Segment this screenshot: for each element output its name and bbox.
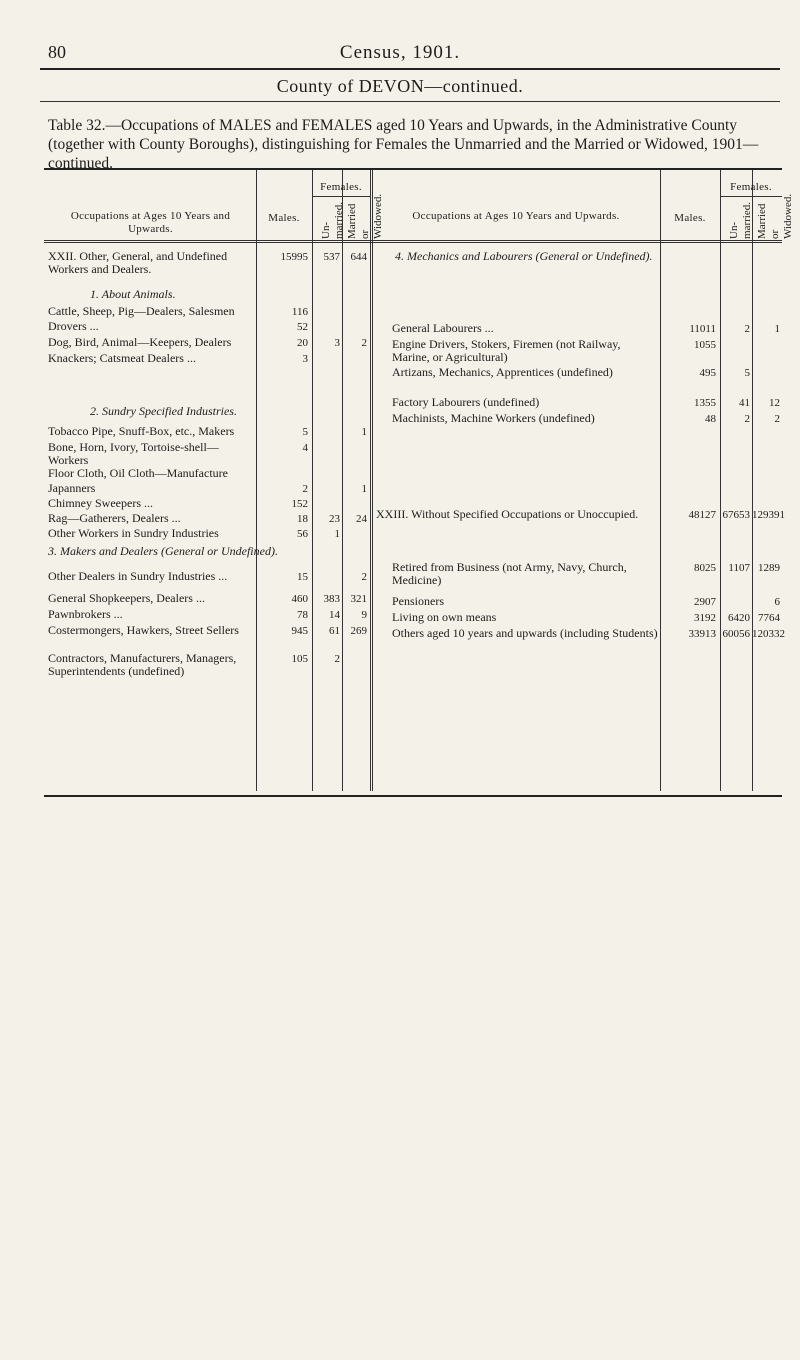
unmarried-value: 2 <box>744 323 750 335</box>
unmarried-value: 1 <box>334 528 340 540</box>
header-rule <box>40 68 780 70</box>
males-value: 105 <box>291 653 308 665</box>
married-value: 1 <box>361 483 367 495</box>
females-heading-right: Females. <box>730 181 772 193</box>
running-title: Census, 1901. <box>339 42 461 63</box>
row-label: Pensioners <box>392 594 444 608</box>
males-value: 15 <box>297 571 308 583</box>
married-value: 2 <box>774 413 780 425</box>
section-xxiii-heading: XXIII. Without Specified Occupations or Unoccupied. <box>376 507 639 521</box>
males-value: 2907 <box>694 596 716 608</box>
row-label: Bone, Horn, Ivory, Tortoise-shell—Workers <box>48 440 219 467</box>
females-rule-right <box>720 196 782 197</box>
subheading-makers: 3. Makers and Dealers (General or Undefined). <box>48 544 278 558</box>
subheading-mechanics: 4. Mechanics and Labourers (General or Undefined). <box>395 249 653 263</box>
married-heading-left: Married or Widowed. <box>346 193 384 239</box>
row-label: Artizans, Mechanics, Apprentices (undefined) <box>392 365 613 379</box>
row-label: Factory Labourers (undefined) <box>392 395 540 409</box>
males-value: 1355 <box>694 397 716 409</box>
subtitle-rule <box>40 101 780 102</box>
males-value: 2 <box>302 483 308 495</box>
col-rule <box>720 170 721 791</box>
row-label: Cattle, Sheep, Pig—Dealers, Salesmen <box>48 304 235 318</box>
married-value: 269 <box>350 625 367 637</box>
married-value: 1 <box>361 426 367 438</box>
row-label: Knackers; Catsmeat Dealers ... <box>48 351 196 365</box>
section-xxii-males: 15995 <box>280 251 308 263</box>
females-rule-left <box>312 196 370 197</box>
unmarried-value: 61 <box>329 625 340 637</box>
section-xxiii-married: 129391 <box>752 509 785 521</box>
row-label: Chimney Sweepers ... <box>48 496 153 510</box>
males-value: 48 <box>705 413 716 425</box>
county-subtitle: County of DEVON—continued. <box>276 76 524 96</box>
subheading-animals: 1. About Animals. <box>90 287 176 301</box>
males-value: 56 <box>297 528 308 540</box>
unmarried-value: 2 <box>334 653 340 665</box>
header-bottom-rule <box>44 240 782 243</box>
col-rule <box>312 170 313 791</box>
occupations-heading-right: Occupations at Ages 10 Years and Upwards. <box>412 210 620 222</box>
occupations-heading-left: Occupations at Ages 10 Years and Upwards. <box>70 210 231 235</box>
married-value: 9 <box>361 609 367 621</box>
males-value: 1055 <box>694 339 716 351</box>
row-label: Costermongers, Hawkers, Street Sellers <box>48 623 239 637</box>
row-label: Dog, Bird, Animal—Keepers, Dealers <box>48 335 232 349</box>
married-value: 2 <box>361 337 367 349</box>
males-value: 5 <box>302 426 308 438</box>
row-label: Machinists, Machine Workers (undefined) <box>392 411 595 425</box>
married-value: 24 <box>356 513 367 525</box>
married-value: 6 <box>774 596 780 608</box>
unmarried-value: 41 <box>739 397 750 409</box>
females-heading-left: Females. <box>320 181 362 193</box>
row-label: Retired from Business (not Army, Navy, Church, Medicine) <box>392 560 627 587</box>
unmarried-value: 2 <box>744 413 750 425</box>
section-xxii-married: 644 <box>350 251 367 263</box>
table-title: Table 32.—Occupations of MALES and FEMALES aged 10 Years and Upwards, in the Administrative County (together with County Boroughs), distinguishing for Females the Unmarried and the Married or Widowed, 1901—continued. <box>48 117 759 172</box>
section-xxii-heading: XXII. Other, General, and Undefined Workers and Dealers. <box>48 249 228 276</box>
col-rule <box>752 170 753 791</box>
unmarried-value: 6420 <box>728 612 750 624</box>
married-value: 1 <box>774 323 780 335</box>
married-value: 1289 <box>758 562 780 574</box>
row-label: Engine Drivers, Stokers, Firemen (not Railway, Marine, or Agricultural) <box>392 337 621 364</box>
unmarried-value: 1107 <box>728 562 750 574</box>
row-label: Other Dealers in Sundry Industries ... <box>48 569 228 583</box>
males-value: 4 <box>302 442 308 454</box>
section-xxiii-unmarried: 67653 <box>722 509 750 521</box>
married-value: 2 <box>361 571 367 583</box>
row-label: Drovers ... <box>48 319 99 333</box>
males-value: 52 <box>297 321 308 333</box>
males-value: 3 <box>302 353 308 365</box>
males-value: 945 <box>291 625 308 637</box>
row-label: Pawnbrokers ... <box>48 607 123 621</box>
section-xxii-unmarried: 537 <box>323 251 340 263</box>
unmarried-heading-right: Un- married. <box>728 202 753 239</box>
males-value: 18 <box>297 513 308 525</box>
row-label: General Labourers ... <box>392 321 494 335</box>
col-rule <box>256 170 257 791</box>
males-value: 116 <box>291 306 308 318</box>
unmarried-value: 3 <box>334 337 340 349</box>
males-value: 460 <box>291 593 308 605</box>
center-double-rule <box>370 170 373 791</box>
married-heading-right: Married or Widowed. <box>756 193 794 239</box>
row-label: General Shopkeepers, Dealers ... <box>48 591 205 605</box>
married-value: 120332 <box>752 628 785 640</box>
males-value: 152 <box>291 498 308 510</box>
unmarried-value: 60056 <box>722 628 750 640</box>
married-value: 7764 <box>758 612 780 624</box>
page-header <box>20 42 780 62</box>
unmarried-value: 5 <box>744 367 750 379</box>
unmarried-value: 23 <box>329 513 340 525</box>
males-value: 20 <box>297 337 308 349</box>
males-value: 3192 <box>694 612 716 624</box>
males-heading-left: Males. <box>268 212 300 224</box>
row-label: Rag—Gatherers, Dealers ... <box>48 511 181 525</box>
col-rule <box>660 170 661 791</box>
males-value: 11011 <box>689 323 716 335</box>
row-label: Contractors, Manufacturers, Managers, Superintendents (undefined) <box>48 651 237 678</box>
row-label: Japanners <box>48 481 96 495</box>
section-xxiii-males: 48127 <box>688 509 716 521</box>
row-label: Other Workers in Sundry Industries <box>48 526 219 540</box>
row-label: Living on own means <box>392 610 497 624</box>
unmarried-value: 14 <box>329 609 340 621</box>
males-value: 495 <box>699 367 716 379</box>
males-heading-right: Males. <box>674 212 706 224</box>
males-value: 78 <box>297 609 308 621</box>
unmarried-value: 383 <box>323 593 340 605</box>
page-number: 80 <box>48 42 66 62</box>
subheading-sundry: 2. Sundry Specified Industries. <box>90 404 237 418</box>
row-label: Floor Cloth, Oil Cloth—Manufacture <box>48 466 228 480</box>
married-value: 321 <box>350 593 367 605</box>
males-value: 8025 <box>694 562 716 574</box>
row-label: Tobacco Pipe, Snuff-Box, etc., Makers <box>48 424 235 438</box>
row-label: Others aged 10 years and upwards (including Students) <box>392 626 658 640</box>
unmarried-heading-left: Un- married. <box>320 202 345 239</box>
col-rule <box>342 170 343 791</box>
males-value: 33913 <box>688 628 716 640</box>
married-value: 12 <box>769 397 780 409</box>
